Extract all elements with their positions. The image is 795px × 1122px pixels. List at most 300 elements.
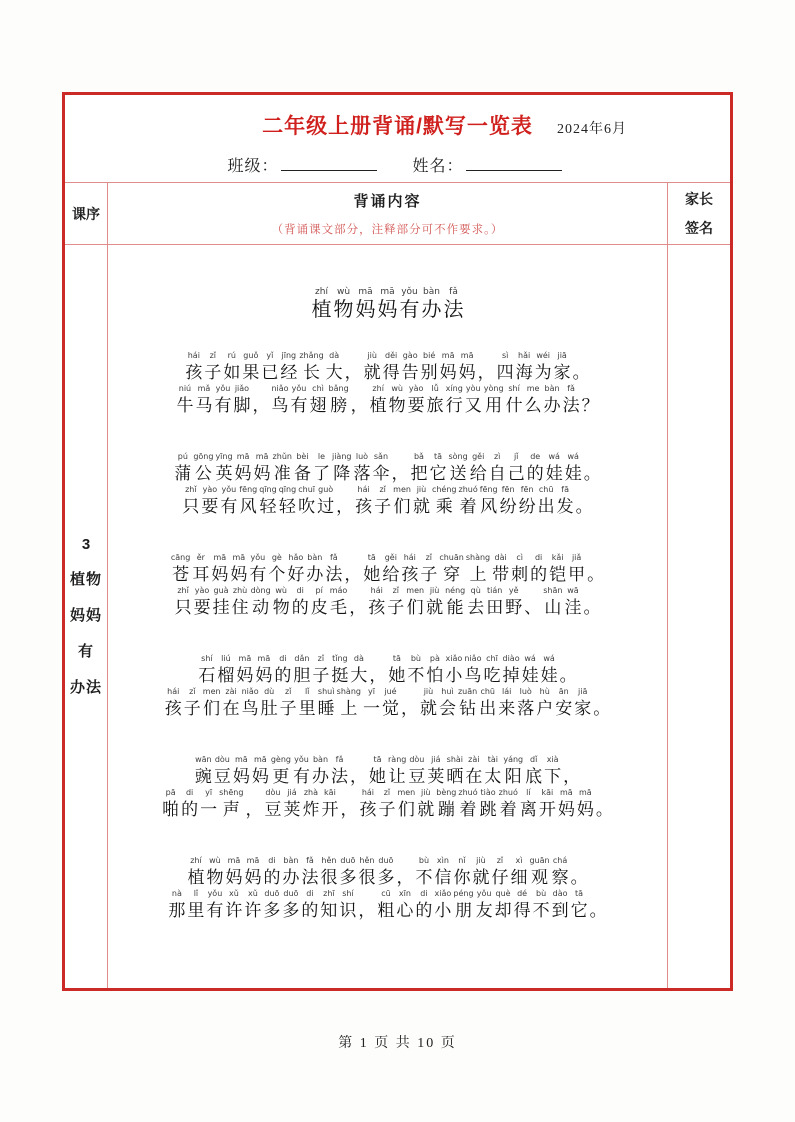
char-with-pinyin: dòu 豆	[264, 788, 282, 819]
char-with-pinyin: me 么	[524, 384, 542, 415]
char-with-pinyin: hái 孩	[401, 553, 419, 584]
char-with-pinyin: di 的	[530, 553, 548, 584]
char-with-pinyin: zǐ 子	[378, 788, 396, 819]
char-with-pinyin: dǎn 胆	[293, 654, 311, 685]
char-with-pinyin: zhuó 着	[498, 788, 518, 819]
char-with-pinyin: bù 不	[415, 856, 433, 887]
lesson-title-word: 有	[77, 643, 94, 660]
char-with-pinyin: ，	[350, 396, 368, 415]
char-with-pinyin: 。	[575, 497, 593, 516]
char-with-pinyin: dé 得	[513, 889, 531, 920]
lesson-title-word: 植物	[69, 571, 102, 588]
char-with-pinyin: pú 蒲	[174, 452, 192, 483]
table-body-row	[65, 244, 730, 988]
char-with-pinyin: zài 在	[222, 687, 240, 718]
char-with-pinyin: luò 落	[517, 687, 535, 718]
char-with-pinyin: jué 觉	[381, 687, 399, 718]
char-with-pinyin: jiù 就	[419, 687, 437, 718]
poem-line	[108, 687, 667, 720]
char-with-pinyin: yī 一	[200, 788, 218, 819]
char-with-pinyin: kǎi 铠	[549, 553, 567, 584]
char-with-pinyin: fēng 风	[239, 485, 258, 516]
char-with-pinyin: yǒu 友	[475, 889, 493, 920]
char-with-pinyin: yě 野	[505, 586, 523, 617]
char-with-pinyin: ràng 让	[388, 755, 407, 786]
char-with-pinyin: ，	[391, 464, 409, 483]
header-cell-content	[107, 183, 668, 244]
char-with-pinyin: 。	[559, 666, 577, 685]
char-with-pinyin: ，	[340, 800, 358, 819]
char-with-pinyin: wá 娃	[540, 654, 558, 685]
char-with-pinyin: zǐ 子	[183, 687, 201, 718]
char-with-pinyin: mā 妈	[377, 287, 398, 321]
char-with-pinyin: gèng 更	[270, 755, 291, 786]
char-with-pinyin: dào 到	[551, 889, 569, 920]
poem-stanza	[108, 452, 667, 518]
char-with-pinyin: yǒu 有	[220, 485, 238, 516]
name-label: 姓名：	[412, 158, 464, 175]
table-header-row	[65, 182, 730, 244]
poem-line	[108, 384, 667, 417]
char-with-pinyin: fǎ 法	[443, 287, 464, 321]
char-with-pinyin: 。	[593, 699, 611, 718]
char-with-pinyin: zhù 住	[231, 586, 249, 617]
char-with-pinyin: bù 不	[532, 889, 550, 920]
char-with-pinyin: yào 要	[407, 384, 425, 415]
char-with-pinyin: qīng 轻	[259, 485, 277, 516]
char-with-pinyin: diào 掉	[502, 654, 520, 685]
char-with-pinyin: jiá 荚	[283, 788, 301, 819]
char-with-pinyin: ，	[350, 767, 367, 786]
char-with-pinyin: jiā 家	[553, 351, 571, 382]
char-with-pinyin: lí 离	[519, 788, 537, 819]
signature-cell	[668, 245, 730, 988]
char-with-pinyin: dòu 豆	[213, 755, 231, 786]
char-with-pinyin: 。	[587, 565, 605, 584]
char-with-pinyin: chuān 穿	[439, 553, 464, 584]
char-with-pinyin: duō 多	[339, 856, 357, 887]
char-with-pinyin: yǒu 有	[293, 755, 310, 786]
char-with-pinyin: chì 翅	[309, 384, 327, 415]
char-with-pinyin: yǒu 有	[399, 287, 420, 321]
char-with-pinyin: guān 观	[529, 856, 550, 887]
char-with-pinyin: jiù 就	[426, 586, 444, 617]
char-with-pinyin: huì 会	[438, 687, 456, 718]
char-with-pinyin: ，	[400, 699, 418, 718]
char-with-pinyin: duō 多	[282, 889, 300, 920]
char-with-pinyin: yīng 英	[215, 452, 233, 483]
poem-line	[108, 485, 667, 518]
lesson-title-word: 办法	[69, 679, 102, 696]
char-with-pinyin: xiǎo 小	[434, 889, 452, 920]
char-with-pinyin: zǐ 子	[374, 485, 392, 516]
char-with-pinyin: bàn 办	[282, 856, 300, 887]
char-with-pinyin: hǎi 海	[515, 351, 533, 382]
char-with-pinyin: fǎ 法	[562, 384, 580, 415]
char-with-pinyin: pā 啪	[162, 788, 180, 819]
char-with-pinyin: mā 妈	[236, 654, 254, 685]
class-name-line	[65, 153, 730, 176]
char-with-pinyin: ěr 耳	[192, 553, 210, 584]
char-with-pinyin: jiù 就	[472, 856, 490, 887]
char-with-pinyin: dà 大	[325, 351, 343, 382]
char-with-pinyin: dà 大	[350, 654, 368, 685]
char-with-pinyin: bèng 蹦	[436, 788, 457, 819]
char-with-pinyin: mā 妈	[255, 654, 273, 685]
char-with-pinyin: jīng 经	[280, 351, 298, 382]
poem-stanza	[108, 553, 667, 619]
char-with-pinyin: děi 得	[382, 351, 400, 382]
char-with-pinyin: zài 在	[465, 755, 483, 786]
char-with-pinyin: wā 洼	[564, 586, 582, 617]
char-with-pinyin: shí 识	[339, 889, 357, 920]
char-with-pinyin: xíng 行	[445, 384, 463, 415]
char-with-pinyin: dài 带	[492, 553, 510, 584]
char-with-pinyin: guà 挂	[212, 586, 230, 617]
char-with-pinyin: ，	[252, 396, 270, 415]
char-with-pinyin: 。	[589, 901, 607, 920]
content-col-label: 背诵内容	[353, 193, 422, 210]
char-with-pinyin: xǔ 许	[244, 889, 262, 920]
char-with-pinyin: niǎo 鸟	[271, 384, 289, 415]
lesson-number: 3	[81, 536, 91, 553]
char-with-pinyin: hái 孩	[368, 586, 386, 617]
char-with-pinyin: mā 妈	[232, 755, 250, 786]
char-with-pinyin: 。	[572, 363, 590, 382]
char-with-pinyin: hái 孩	[355, 485, 373, 516]
char-with-pinyin: cū 粗	[377, 889, 395, 920]
char-with-pinyin: sì 四	[496, 351, 514, 382]
char-with-pinyin: guǒ 果	[242, 351, 260, 382]
char-with-pinyin: di 的	[181, 788, 199, 819]
char-with-pinyin: máo 毛	[329, 586, 348, 617]
char-with-pinyin: gào 告	[401, 351, 419, 382]
char-with-pinyin: kāi 开	[321, 788, 339, 819]
char-with-pinyin: bàn 办	[421, 287, 442, 321]
char-with-pinyin: zhǔn 准	[272, 452, 292, 483]
char-with-pinyin: tiào 跳	[479, 788, 497, 819]
char-with-pinyin: men 们	[406, 586, 425, 617]
char-with-pinyin: chū 出	[479, 687, 497, 718]
char-with-pinyin: yào 要	[193, 586, 211, 617]
char-with-pinyin: ān 安	[555, 687, 573, 718]
char-with-pinyin: bù 不	[407, 654, 425, 685]
poem-line	[108, 553, 667, 586]
char-with-pinyin: zhí 植	[369, 384, 387, 415]
char-with-pinyin: hái 孩	[164, 687, 182, 718]
char-with-pinyin: 。	[583, 598, 601, 617]
char-with-pinyin: wá 娃	[564, 452, 582, 483]
char-with-pinyin: zhī 知	[320, 889, 338, 920]
char-with-pinyin: ，	[563, 767, 581, 786]
char-with-pinyin: yòu 又	[464, 384, 482, 415]
char-with-pinyin: zuān 钻	[457, 687, 478, 718]
char-with-pinyin: ，	[349, 598, 367, 617]
char-with-pinyin: zǐ 子	[204, 351, 222, 382]
char-with-pinyin: qù 去	[467, 586, 485, 617]
char-with-pinyin: jiá 荚	[427, 755, 445, 786]
lesson-col-label: 课序	[72, 205, 100, 222]
char-with-pinyin: chéng 乘	[431, 485, 457, 516]
char-with-pinyin: ，	[358, 901, 376, 920]
char-with-pinyin: chū 出	[537, 485, 555, 516]
class-label: 班级：	[227, 158, 279, 175]
poem-line	[108, 856, 667, 889]
char-with-pinyin: hù 户	[536, 687, 554, 718]
char-with-pinyin: hái 孩	[359, 788, 377, 819]
char-with-pinyin: zhǎng 长	[299, 351, 324, 382]
char-with-pinyin: gè 个	[268, 553, 286, 584]
char-with-pinyin: zhuó 着	[458, 485, 478, 516]
char-with-pinyin: bèi 备	[293, 452, 311, 483]
char-with-pinyin: xiǎo 小	[445, 654, 463, 685]
char-with-pinyin: tā 她	[363, 553, 381, 584]
char-with-pinyin: ，	[344, 363, 362, 382]
char-with-pinyin: rú 如	[223, 351, 241, 382]
char-with-pinyin: wù 物	[388, 384, 406, 415]
char-with-pinyin: nǐ 你	[453, 856, 471, 887]
char-with-pinyin: gōng 公	[193, 452, 214, 483]
char-with-pinyin: niǎo 鸟	[464, 654, 482, 685]
char-with-pinyin: ，	[344, 565, 362, 584]
char-with-pinyin: bàn 办	[543, 384, 561, 415]
char-with-pinyin: niǎo 鸟	[241, 687, 259, 718]
char-with-pinyin: fēn 纷	[518, 485, 536, 516]
char-with-pinyin: tā 它	[429, 452, 447, 483]
char-with-pinyin: yòng 用	[483, 384, 504, 415]
char-with-pinyin: gěi 给	[469, 452, 487, 483]
char-with-pinyin: 。	[570, 868, 588, 887]
lesson-title-word: 妈妈	[69, 607, 102, 624]
char-with-pinyin: yào 要	[201, 485, 219, 516]
char-with-pinyin: di 的	[301, 889, 319, 920]
char-with-pinyin: lǐ 里	[298, 687, 316, 718]
char-with-pinyin: fā 发	[556, 485, 574, 516]
char-with-pinyin: men 们	[397, 788, 416, 819]
char-with-pinyin: qīng 轻	[278, 485, 297, 516]
char-with-pinyin: mā 妈	[251, 755, 269, 786]
char-with-pinyin: lái 来	[498, 687, 516, 718]
char-with-pinyin: tā 她	[369, 755, 386, 786]
char-with-pinyin: zǐ 子	[420, 553, 438, 584]
poem-line	[108, 452, 667, 485]
char-with-pinyin: bǎ 把	[410, 452, 428, 483]
poem-stanza	[108, 351, 667, 417]
poem-cell	[107, 245, 668, 988]
char-with-pinyin: lǐ 里	[187, 889, 205, 920]
char-with-pinyin: tā 她	[388, 654, 406, 685]
char-with-pinyin: fēn 纷	[499, 485, 517, 516]
char-with-pinyin: wá 娃	[545, 452, 563, 483]
char-with-pinyin: shān 山	[543, 586, 563, 617]
char-with-pinyin: wéi 为	[534, 351, 552, 382]
char-with-pinyin: lǚ 旅	[426, 384, 444, 415]
poem-stanza	[108, 856, 667, 922]
char-with-pinyin: di 的	[263, 856, 281, 887]
char-with-pinyin: 、	[524, 598, 542, 617]
char-with-pinyin: bàn 办	[306, 553, 324, 584]
char-with-pinyin: néng 能	[445, 586, 466, 617]
poem-stanza	[108, 654, 667, 720]
char-with-pinyin: chá 察	[551, 856, 569, 887]
char-with-pinyin: zì 自	[488, 452, 506, 483]
sign-col-label-2: 签名	[685, 220, 713, 236]
char-with-pinyin: jiù 就	[363, 351, 381, 382]
char-with-pinyin: xià 下	[544, 755, 562, 786]
char-with-pinyin: ，	[396, 868, 414, 887]
char-with-pinyin: què 却	[494, 889, 512, 920]
char-with-pinyin: dǐ 底	[525, 755, 543, 786]
char-with-pinyin: 。	[583, 464, 601, 483]
char-with-pinyin: zhí 植	[311, 287, 332, 321]
page-number: 第 1 页 共 10 页	[338, 1036, 457, 1051]
char-with-pinyin: xīn 心	[396, 889, 414, 920]
char-with-pinyin: wù 物	[206, 856, 224, 887]
poem-line	[108, 889, 667, 922]
char-with-pinyin: yáng 阳	[503, 755, 524, 786]
char-with-pinyin: le 了	[312, 452, 330, 483]
poem-title	[108, 287, 667, 323]
char-with-pinyin: yǐ 已	[261, 351, 279, 382]
char-with-pinyin: bié 别	[420, 351, 438, 382]
char-with-pinyin: mā 妈	[439, 351, 457, 382]
char-with-pinyin: jiǎ 甲	[568, 553, 586, 584]
char-with-pinyin: mā 妈	[230, 553, 248, 584]
lesson-cell	[65, 245, 107, 988]
char-with-pinyin: men 们	[393, 485, 411, 516]
recitation-table	[62, 92, 733, 991]
char-with-pinyin: de 的	[526, 452, 544, 483]
char-with-pinyin: yǒu 有	[249, 553, 267, 584]
char-with-pinyin: gěi 给	[382, 553, 400, 584]
page-title: 二年级上册背诵/默写一览表	[262, 115, 533, 138]
char-with-pinyin: shí 石	[198, 654, 216, 685]
char-with-pinyin: zǐ 子	[312, 654, 330, 685]
char-with-pinyin: bàn 办	[312, 755, 329, 786]
char-with-pinyin: di 的	[274, 654, 292, 685]
char-with-pinyin: zhǐ 只	[174, 586, 192, 617]
char-with-pinyin: shí 什	[505, 384, 523, 415]
char-with-pinyin: mā 妈	[244, 856, 262, 887]
char-with-pinyin: guò 过	[317, 485, 335, 516]
char-with-pinyin: péng 朋	[453, 889, 474, 920]
char-with-pinyin: hái 孩	[185, 351, 203, 382]
char-with-pinyin: jiù 就	[417, 788, 435, 819]
char-with-pinyin: shuì 睡	[317, 687, 335, 718]
char-with-pinyin: dòu 豆	[408, 755, 426, 786]
char-with-pinyin: zhuó 着	[458, 788, 478, 819]
name-blank-line	[466, 157, 562, 171]
char-with-pinyin: mǎ 马	[195, 384, 213, 415]
sign-col-label-1: 家长	[685, 191, 713, 207]
char-with-pinyin: mā 妈	[253, 452, 271, 483]
char-with-pinyin: fǎ 法	[325, 553, 343, 584]
char-with-pinyin: wù 物	[272, 586, 290, 617]
char-with-pinyin: nà 那	[168, 889, 186, 920]
char-with-pinyin: wá 娃	[521, 654, 539, 685]
char-with-pinyin: hěn 很	[320, 856, 338, 887]
char-with-pinyin: dù 肚	[260, 687, 278, 718]
char-with-pinyin: tǐng 挺	[331, 654, 349, 685]
char-with-pinyin: zhí 植	[187, 856, 205, 887]
char-with-pinyin: chuī 吹	[298, 485, 316, 516]
char-with-pinyin: ，	[245, 800, 263, 819]
char-with-pinyin: luò 落	[353, 452, 371, 483]
char-with-pinyin: dòng 动	[250, 586, 271, 617]
char-with-pinyin: yǒu 有	[290, 384, 308, 415]
poem-line	[108, 654, 667, 687]
char-with-pinyin: shàng 上	[465, 553, 491, 584]
content-note: （背诵课文部分，注释部分可不作要求。）	[271, 224, 504, 236]
char-with-pinyin: wān 豌	[194, 755, 212, 786]
char-with-pinyin: ，	[477, 363, 495, 382]
char-with-pinyin: zhǐ 只	[182, 485, 200, 516]
class-blank-line	[281, 157, 377, 171]
char-with-pinyin: ，	[369, 666, 387, 685]
char-with-pinyin: di 的	[415, 889, 433, 920]
char-with-pinyin: jiā 家	[574, 687, 592, 718]
char-with-pinyin: xìn 信	[434, 856, 452, 887]
char-with-pinyin: tián 田	[486, 586, 504, 617]
header-cell-lesson	[65, 183, 107, 244]
char-with-pinyin: hěn 很	[358, 856, 376, 887]
char-with-pinyin: mā 妈	[234, 452, 252, 483]
char-with-pinyin: fǎ 法	[301, 856, 319, 887]
char-with-pinyin: jiù 就	[412, 485, 430, 516]
char-with-pinyin: sǎn 伞	[372, 452, 390, 483]
char-with-pinyin: chī 吃	[483, 654, 501, 685]
char-with-pinyin: 。	[595, 800, 613, 819]
char-with-pinyin: mā 妈	[225, 856, 243, 887]
char-with-pinyin: fǎ 法	[331, 755, 348, 786]
char-with-pinyin: jiàng 降	[331, 452, 352, 483]
char-with-pinyin: shēng 声	[219, 788, 244, 819]
char-with-pinyin: mā 妈	[458, 351, 476, 382]
char-with-pinyin: yī 一	[362, 687, 380, 718]
char-with-pinyin: zǐ 子	[387, 586, 405, 617]
poem-line	[108, 755, 667, 788]
char-with-pinyin: liú 榴	[217, 654, 235, 685]
char-with-pinyin: bǎng 膀	[328, 384, 349, 415]
char-with-pinyin: shài 晒	[446, 755, 464, 786]
poem-stanza	[108, 755, 667, 821]
char-with-pinyin: sòng 送	[448, 452, 468, 483]
table-title-row	[65, 95, 730, 182]
char-with-pinyin: niú 牛	[176, 384, 194, 415]
char-with-pinyin: yǒu 有	[206, 889, 224, 920]
char-with-pinyin: mā 妈	[211, 553, 229, 584]
char-with-pinyin: jiǎo 脚	[233, 384, 251, 415]
char-with-pinyin: kāi 开	[538, 788, 556, 819]
char-with-pinyin: di 的	[291, 586, 309, 617]
char-with-pinyin: ，	[336, 497, 354, 516]
char-with-pinyin: zǐ 子	[279, 687, 297, 718]
char-with-pinyin: jǐ 己	[507, 452, 525, 483]
char-with-pinyin: mā 妈	[355, 287, 376, 321]
date-label: 2024年6月	[557, 122, 627, 137]
char-with-pinyin: zhà 炸	[302, 788, 320, 819]
char-with-pinyin: cì 刺	[511, 553, 529, 584]
char-with-pinyin: duō 多	[377, 856, 395, 887]
char-with-pinyin: mā 妈	[576, 788, 594, 819]
header-cell-signature	[668, 183, 730, 244]
char-with-pinyin: cāng 苍	[170, 553, 191, 584]
char-with-pinyin: pà 怕	[426, 654, 444, 685]
poem-line	[108, 788, 667, 821]
char-with-pinyin: xǔ 许	[225, 889, 243, 920]
poem-line	[108, 351, 667, 384]
char-with-pinyin: tā 它	[570, 889, 588, 920]
